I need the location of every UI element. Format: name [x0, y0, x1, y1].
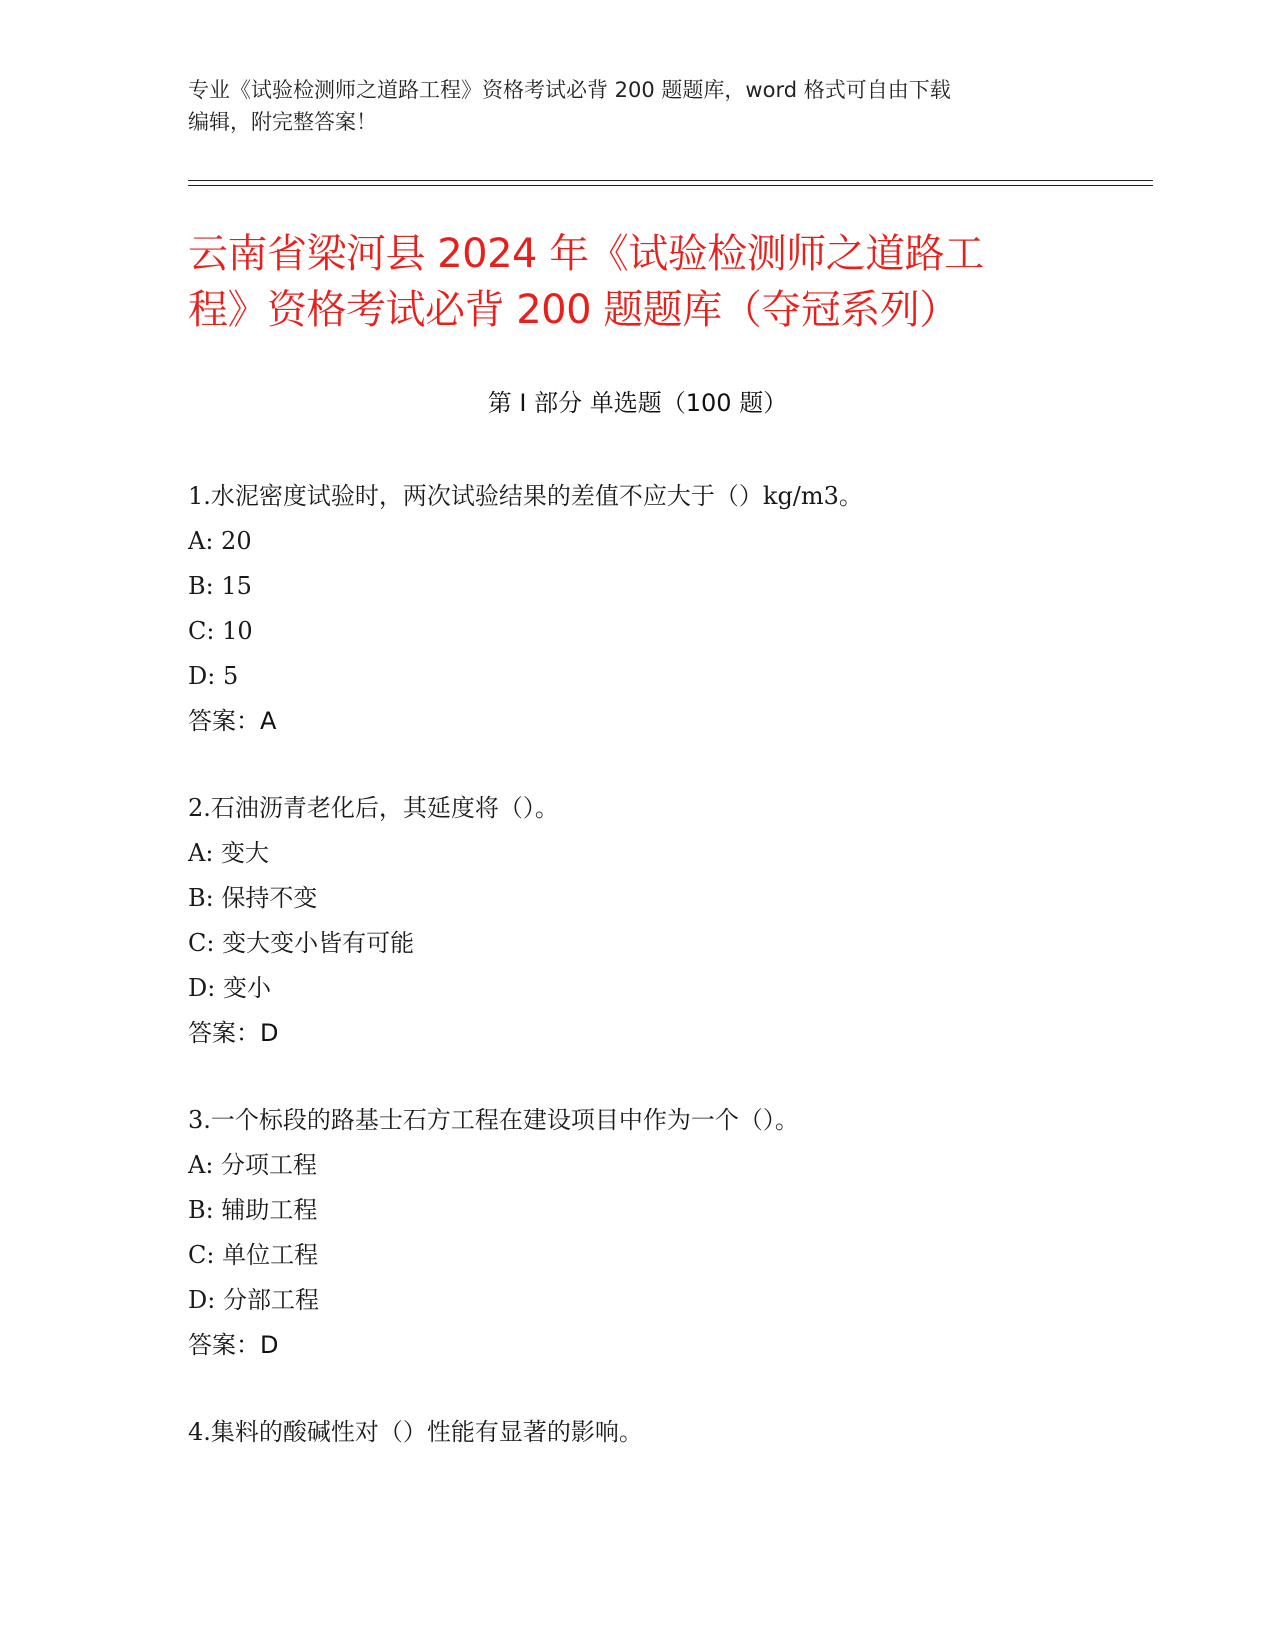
document-title-line-2: 程》资格考试必背 200 题题库（夺冠系列） [188, 287, 959, 333]
question-stem: 3.一个标段的路基士石方工程在建设项目中作为一个（）。 [188, 1106, 799, 1134]
option-b: B: 15 [188, 572, 252, 600]
header-note-line-2: 编辑，附完整答案！ [188, 110, 377, 134]
question-4 [188, 1410, 1088, 1455]
document-header-note [188, 74, 1088, 138]
answer: 答案：A [188, 707, 277, 735]
question-stem: 1.水泥密度试验时，两次试验结果的差值不应大于（）kg/m3。 [188, 482, 863, 510]
header-divider-top [188, 180, 1153, 181]
question-stem: 4.集料的酸碱性对（）性能有显著的影响。 [188, 1418, 643, 1446]
option-c: C: 变大变小皆有可能 [188, 929, 415, 957]
option-a: A: 20 [188, 527, 252, 555]
question-2 [188, 786, 1088, 1056]
option-c: C: 10 [188, 617, 253, 645]
header-divider-bottom [188, 185, 1153, 186]
document-title [188, 226, 1118, 338]
option-d: D: 分部工程 [188, 1286, 319, 1314]
answer: 答案：D [188, 1019, 279, 1047]
option-c: C: 单位工程 [188, 1241, 319, 1269]
header-note-line-1: 专业《试验检测师之道路工程》资格考试必背 200 题题库，word 格式可自由下载 [188, 78, 951, 102]
option-b: B: 辅助工程 [188, 1196, 318, 1224]
question-stem: 2.石油沥青老化后，其延度将（）。 [188, 794, 559, 822]
document-title-line-1: 云南省梁河县 2024 年《试验检测师之道路工 [188, 231, 984, 277]
option-a: A: 分项工程 [188, 1151, 318, 1179]
option-d: D: 变小 [188, 974, 271, 1002]
answer: 答案：D [188, 1331, 279, 1359]
option-d: D: 5 [188, 662, 239, 690]
section-heading: 第 I 部分 单选题（100 题） [487, 389, 788, 417]
question-3 [188, 1098, 1088, 1368]
option-b: B: 保持不变 [188, 884, 318, 912]
question-list [188, 474, 1088, 1497]
option-a: A: 变大 [188, 839, 270, 867]
question-1 [188, 474, 1088, 744]
